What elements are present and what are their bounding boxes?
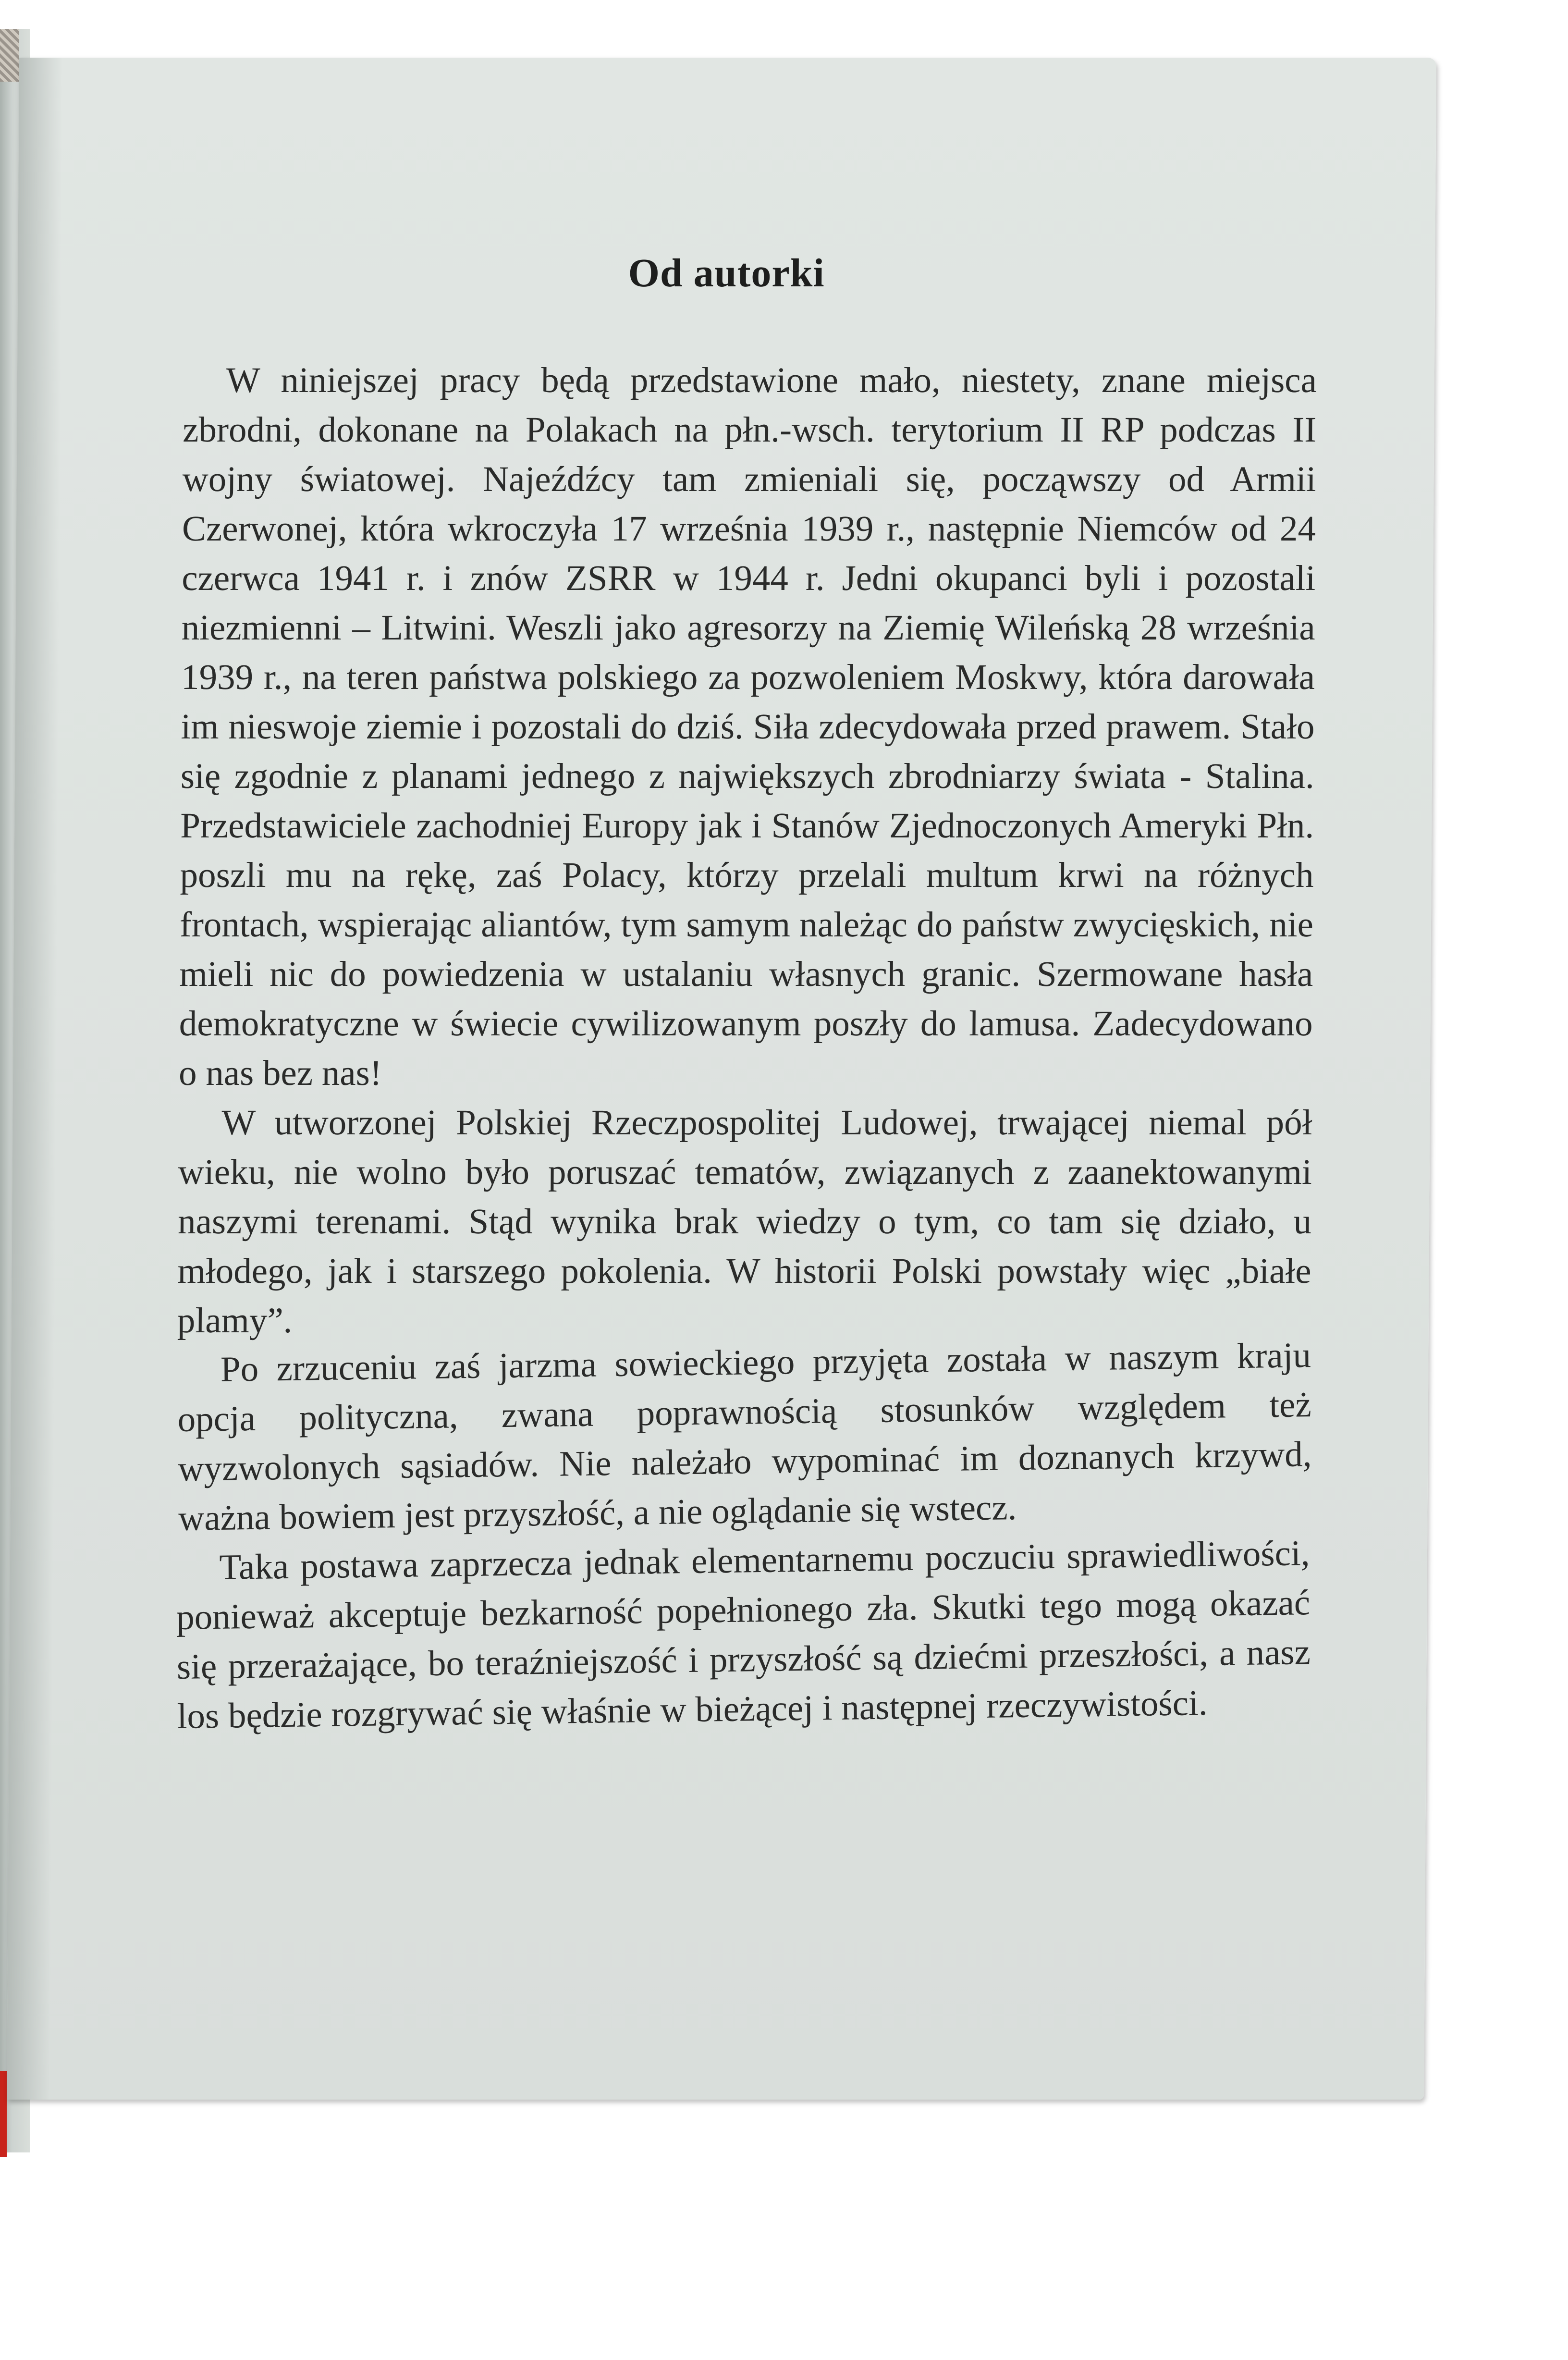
body-text (175, 356, 1317, 1741)
spine-headband (0, 29, 19, 82)
page-title: Od autorki (628, 251, 825, 295)
book-page (7, 58, 1436, 2100)
spine-red-edge (0, 2071, 7, 2157)
paragraph-4: Taka postawa zaprzecza jednak elementarnemu poczuciu sprawiedliwości, ponieważ akceptuje bezkarność popełnionego zła. Skutki tego mogą okazać się przerażające, bo teraźniejszość i przyszłość są dziećmi przeszłości, a nasz los będzie rozgrywać się właśnie w bieżącej i następnej rzeczywistości. (176, 1533, 1311, 1736)
paragraph-2: W utworzonej Polskiej Rzeczpospolitej Ludowej, trwającej niemal pół wieku, nie wolno było poruszać tematów, związanych z zaanektowanymi naszymi terenami. Stąd wynika brak wiedzy o tym, co tam się działo, u młodego, jak i starszego pokolenia. W historii Polski powstały więc „białe plamy”. (177, 1103, 1312, 1340)
paragraph-3: Po zrzuceniu zaś jarzma sowieckiego przyjęta została w naszym kraju opcja polityczna, zwana poprawnością stosunków względem też wyzwolonych sąsiadów. Nie należało wypominać im doznanych krzywd, ważna bowiem jest przyszłość, a nie oglądanie się wstecz. (177, 1335, 1312, 1538)
paragraph-1: W niniejszej pracy będą przedstawione mało, niestety, znane miejsca zbrodni, dokonane na Polakach na płn.-wsch. terytorium II RP podczas II wojny światowej. Najeźdźcy tam zmieniali się, począwszy od Armii Czerwonej, która wkroczyła 17 września 1939 r., następnie Niemców od 24 czerwca 1941 r. i znów ZSRR w 1944 r. Jedni okupanci byli i pozostali niezmienni – Litwini. Weszli jako agresorzy na Ziemię Wileńską 28 września 1939 r., na teren państwa polskiego za pozwoleniem Moskwy, która darowała im nieswoje ziemie i pozostali do dziś. Siła zdecydowała przed prawem. Stało się zgodnie z planami jednego z największych zbrodniarzy świata - Stalina. Przedstawiciele zachodniej Europy jak i Stanów Zjednoczonych Ameryki Płn. poszli mu na rękę, zaś Polacy, którzy przelali multum krwi na różnych frontach, wspierając aliantów, tym samym należąc do państw zwycięskich, nie mieli nic do powiedzenia w ustalaniu własnych granic. Szermowane hasła demokratyczne w świecie cywilizowanym poszły do lamusa. Zadecydowano o nas bez nas! (178, 360, 1317, 1093)
